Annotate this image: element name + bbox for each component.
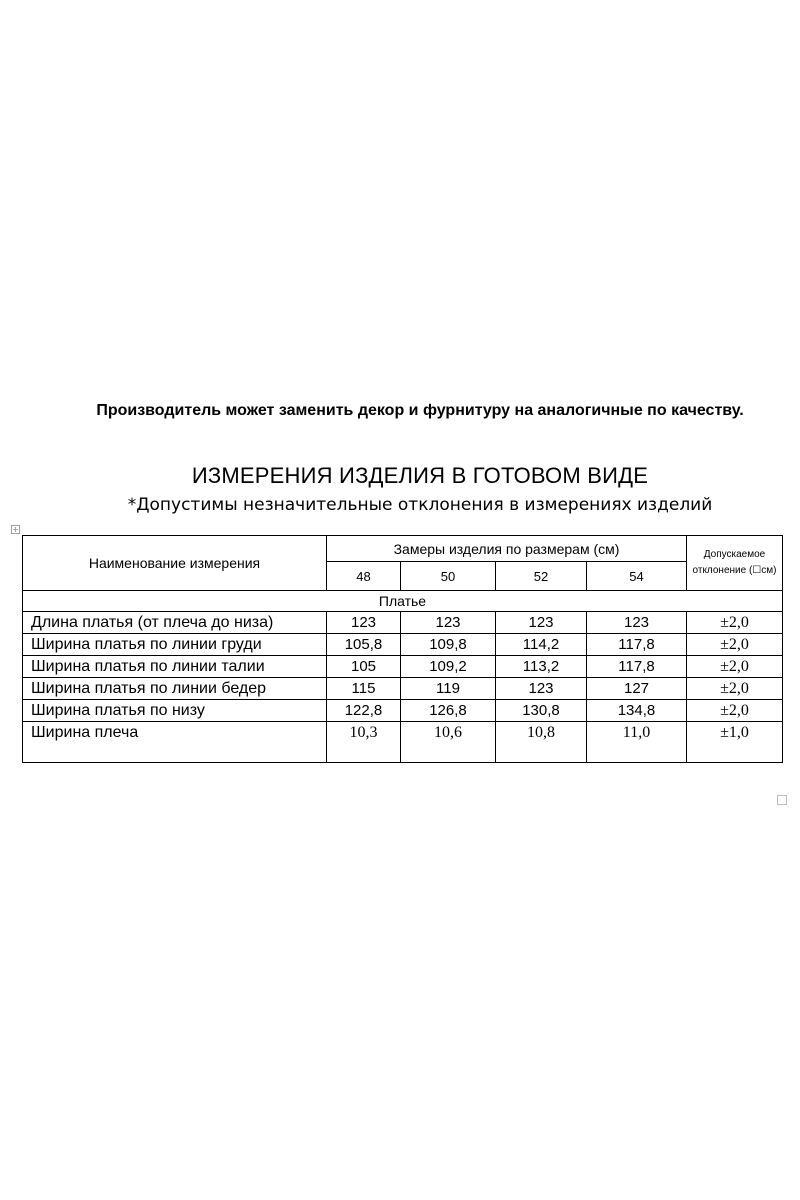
cell-value: 127 — [587, 678, 687, 700]
section-row — [23, 591, 783, 612]
cell-value: 123 — [496, 612, 587, 634]
table-row — [23, 656, 783, 678]
cell-value: 126,8 — [401, 700, 496, 722]
row-label: Длина платья (от плеча до низа) — [23, 612, 327, 634]
row-label: Ширина платья по линии груди — [23, 634, 327, 656]
cell-value: 10,3 — [327, 722, 401, 763]
row-label: Ширина платья по линии бедер — [23, 678, 327, 700]
section-title: Платье — [23, 591, 783, 612]
table-row — [23, 634, 783, 656]
cell-value: 109,8 — [401, 634, 496, 656]
cell-tolerance: ±2,0 — [687, 678, 783, 700]
size-header: 48 — [327, 562, 401, 591]
header-tolerance: Допускаемое отклонение (☐см) — [687, 536, 783, 591]
cell-value: 123 — [496, 678, 587, 700]
cell-value: 114,2 — [496, 634, 587, 656]
header-row — [23, 536, 783, 562]
cell-value: 113,2 — [496, 656, 587, 678]
size-header: 52 — [496, 562, 587, 591]
cell-value: 134,8 — [587, 700, 687, 722]
cell-value: 123 — [401, 612, 496, 634]
cell-value: 115 — [327, 678, 401, 700]
cell-value: 105,8 — [327, 634, 401, 656]
cell-value: 130,8 — [496, 700, 587, 722]
header-sizes-caption: Замеры изделия по размерам (см) — [327, 536, 687, 562]
cell-tolerance: ±2,0 — [687, 634, 783, 656]
header-measurement-name: Наименование измерения — [23, 536, 327, 591]
cell-tolerance: ±1,0 — [687, 722, 783, 763]
cell-tolerance: ±2,0 — [687, 700, 783, 722]
cell-value: 117,8 — [587, 634, 687, 656]
row-label: Ширина платья по линии талии — [23, 656, 327, 678]
table-row — [23, 678, 783, 700]
cell-value: 123 — [587, 612, 687, 634]
table-row — [23, 722, 783, 763]
document-subtitle: *Допустимы незначительные отклонения в измерениях изделий — [127, 495, 713, 515]
size-header: 50 — [401, 562, 496, 591]
row-label: Ширина плеча — [23, 722, 327, 763]
cell-tolerance: ±2,0 — [687, 612, 783, 634]
table-move-handle-icon[interactable]: + — [12, 525, 19, 534]
table-row — [23, 612, 783, 634]
cell-value: 10,8 — [496, 722, 587, 763]
table-resize-handle-icon[interactable] — [777, 795, 787, 805]
cell-value: 10,6 — [401, 722, 496, 763]
cell-value: 123 — [327, 612, 401, 634]
measurements-table — [22, 535, 783, 763]
size-header: 54 — [587, 562, 687, 591]
cell-value: 117,8 — [587, 656, 687, 678]
cell-tolerance: ±2,0 — [687, 656, 783, 678]
cell-value: 109,2 — [401, 656, 496, 678]
table-row — [23, 700, 783, 722]
document-title: ИЗМЕРЕНИЯ ИЗДЕЛИЯ В ГОТОВОМ ВИДЕ — [191, 463, 649, 488]
notice-text: Производитель может заменить декор и фурнитуру на аналогичные по качеству. — [96, 402, 744, 419]
cell-value: 122,8 — [327, 700, 401, 722]
row-label: Ширина платья по низу — [23, 700, 327, 722]
cell-value: 105 — [327, 656, 401, 678]
cell-value: 11,0 — [587, 722, 687, 763]
cell-value: 119 — [401, 678, 496, 700]
